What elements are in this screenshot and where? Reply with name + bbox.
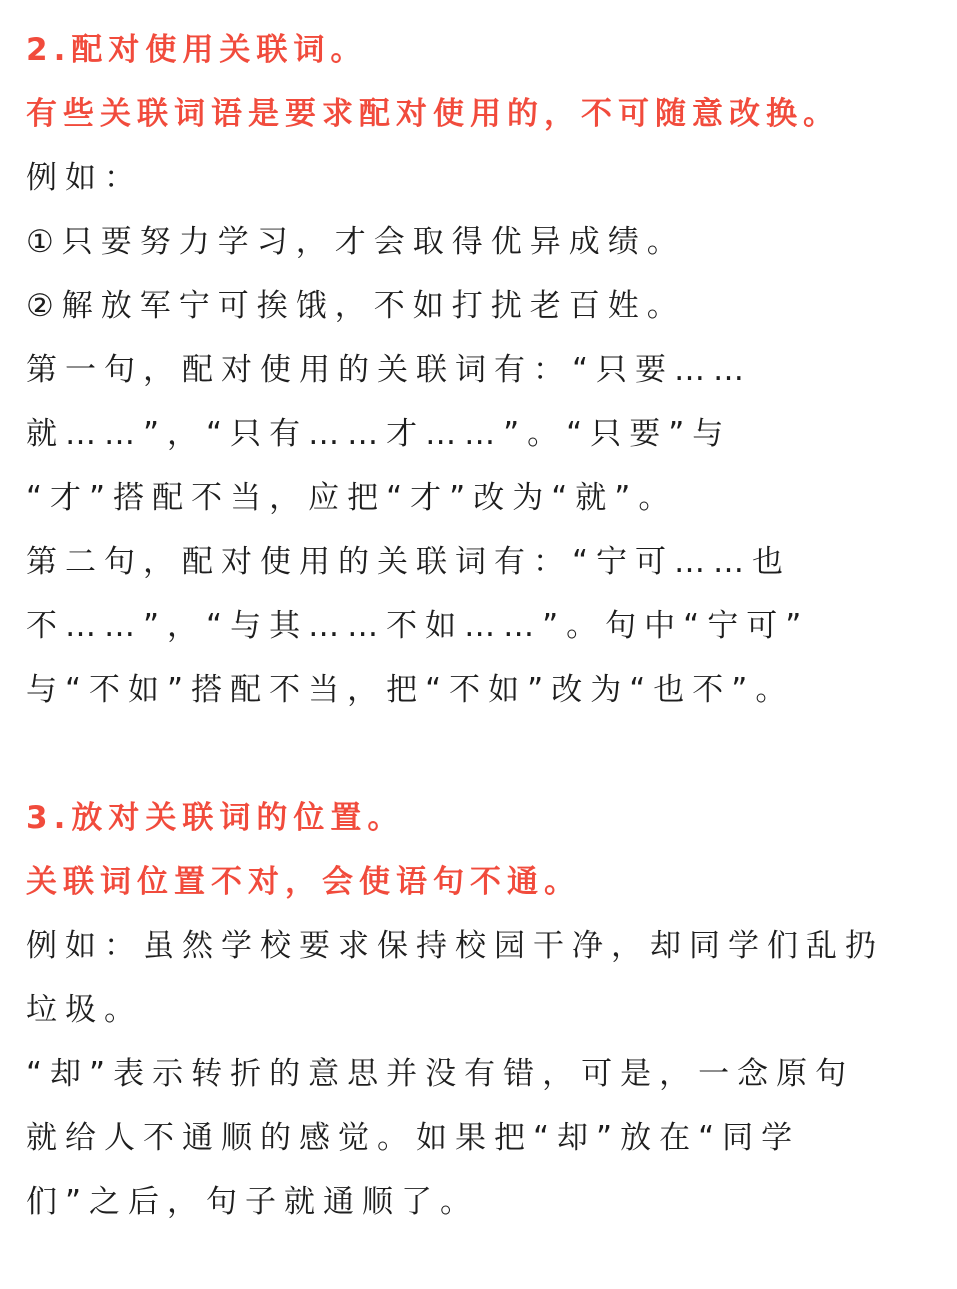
- article: [26, 18, 926, 1234]
- explanation-line: 第二句，配对使用的关联词有：“宁可……也: [26, 544, 792, 580]
- explanation-line: “却”表示转折的意思并没有错，可是，一念原句: [26, 1056, 855, 1092]
- explanation-line: 与“不如”搭配不当，把“不如”改为“也不”。: [26, 672, 795, 708]
- explanation-line: 们”之后，句子就通顺了。: [26, 1184, 480, 1220]
- section-2-title: 2.配对使用关联词。: [26, 32, 368, 68]
- example-sentence-1: ①只要努力学习，才会取得优异成绩。: [26, 224, 686, 260]
- section-spacer: [26, 722, 926, 786]
- explanation-line: 不……”，“与其……不如……”。句中“宁可”: [26, 608, 810, 644]
- section-2: [26, 18, 926, 722]
- section-2-subtitle: 有些关联词语是要求配对使用的，不可随意改换。: [26, 96, 840, 132]
- explanation-line: 就……”，“只有……才……”。“只要”与: [26, 416, 732, 452]
- explanation-line: 第一句，配对使用的关联词有：“只要……: [26, 352, 753, 388]
- explanation-line: “才”搭配不当，应把“才”改为“就”。: [26, 480, 678, 516]
- explanation-line: 就给人不通顺的感觉。如果把“却”放在“同学: [26, 1120, 801, 1156]
- section-3-subtitle: 关联词位置不对，会使语句不通。: [26, 864, 581, 900]
- example-label: 例如：: [26, 160, 143, 196]
- example-sentence-2: ②解放军宁可挨饿，不如打扰老百姓。: [26, 288, 686, 324]
- example-line: 例如：虽然学校要求保持校园干净，却同学们乱扔: [26, 928, 884, 964]
- section-3: [26, 786, 926, 1234]
- example-line: 垃圾。: [26, 992, 143, 1028]
- section-3-title: 3.放对关联词的位置。: [26, 800, 405, 836]
